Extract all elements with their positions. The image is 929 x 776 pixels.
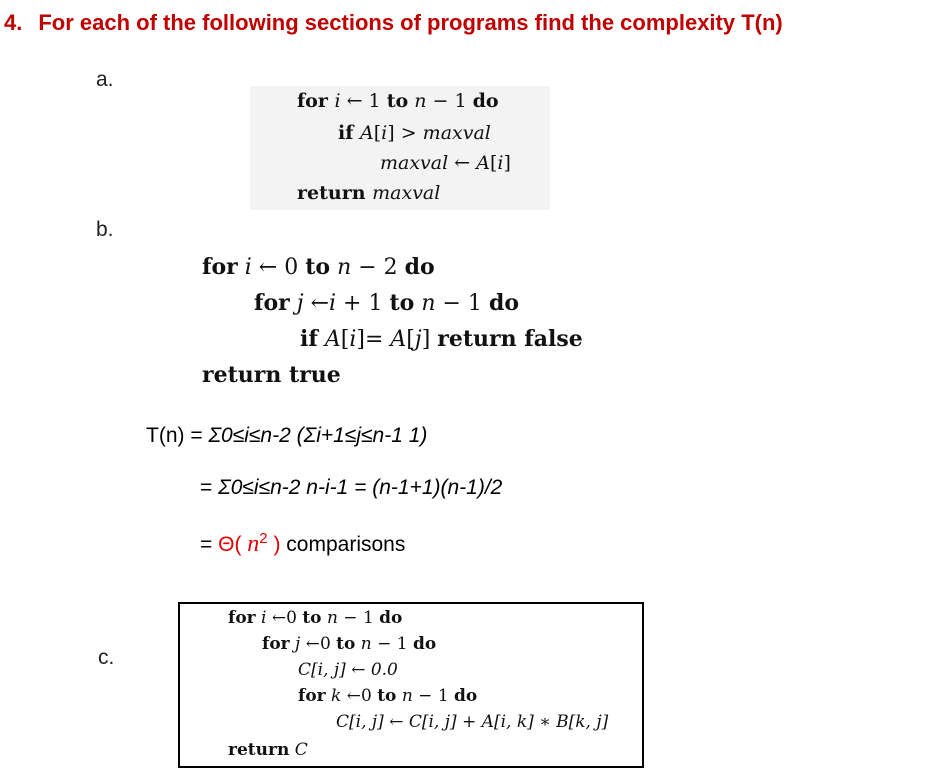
part-b-line-3: if A[i]= A[j] return false: [300, 326, 583, 352]
problem-title-text: For each of the following sections of programs find the complexity T(n): [38, 10, 783, 35]
part-c-line-3: C[i, j] ← 0.0: [298, 660, 398, 680]
part-b-line-1: for i ← 0 to n − 2 do: [202, 254, 435, 280]
analysis-line-3: = Θ( $n^2$ ) comparisons: [200, 530, 406, 557]
part-c-line-4: for k ←0 to n − 1 do: [298, 686, 478, 706]
part-b-line-4: return true: [202, 362, 341, 388]
part-c-line-1: for i ←0 to n − 1 do: [228, 608, 403, 628]
part-c-line-6: return C: [228, 740, 308, 760]
part-a-label: a.: [96, 68, 114, 91]
problem-title: [4, 10, 783, 36]
part-a-line-4: return maxval: [297, 182, 441, 204]
problem-number: 4.: [4, 10, 23, 35]
analysis-line-1: T(n) = Σ0≤i≤n-2 (Σi+1≤j≤n-1 1): [146, 424, 428, 447]
part-a-line-3: maxval ← A[i]: [380, 152, 511, 174]
part-a-line-1: for i ← 1 to n − 1 do: [297, 90, 499, 112]
part-b-line-2: for j ←i + 1 to n − 1 do: [254, 290, 519, 316]
part-a-line-2: if A[i] > maxval: [338, 122, 491, 144]
part-c-label: c.: [98, 646, 115, 669]
part-c-line-2: for j ←0 to n − 1 do: [262, 634, 437, 654]
part-c-line-5: C[i, j] ← C[i, j] + A[i, k] ∗ B[k, j]: [336, 712, 609, 732]
part-b-label: b.: [96, 218, 114, 241]
analysis-line-2: = Σ0≤i≤n-2 n-i-1 = (n-1+1)(n-1)/2: [200, 476, 503, 499]
